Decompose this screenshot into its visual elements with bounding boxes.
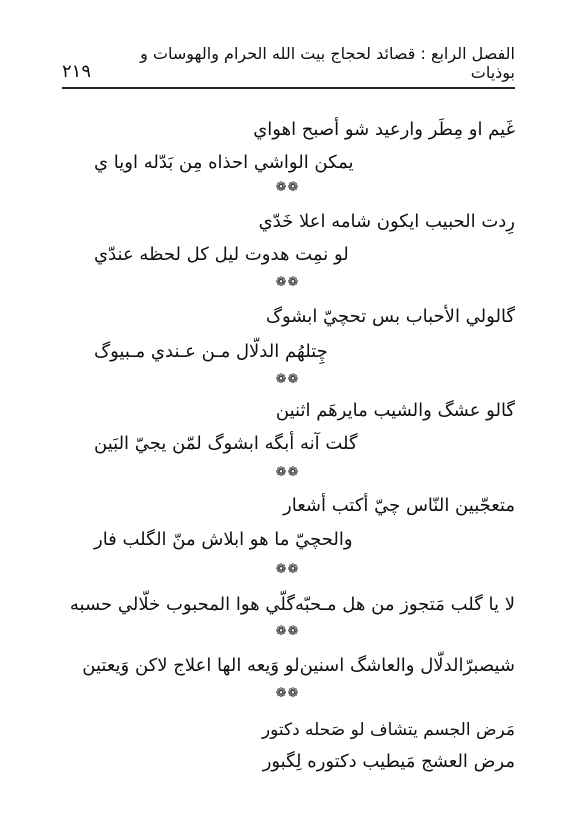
verse-separator: ❁❁ bbox=[275, 180, 300, 195]
verse-8-line-b: مرض العشج مَيطيب دكتوره لِگبور bbox=[262, 751, 515, 772]
verse-3-line-a: گالولي الأحباب بس تحچيّ ابشوگ bbox=[265, 306, 515, 327]
verse-7-hemistich-left: لو وَيعه الها اعلاج لاكن وَيعتين bbox=[82, 654, 300, 676]
verse-2-line-a: رِدت الحبيب ايكون شامه اعلا خَدّي bbox=[258, 211, 515, 232]
page-number: ٢١٩ bbox=[62, 61, 92, 82]
verse-7-hemistich-right: شيصبرّالدلّال والعاشگ اسنين bbox=[299, 654, 515, 676]
verse-separator: ❁❁ bbox=[275, 624, 300, 639]
verse-6 bbox=[69, 592, 515, 616]
verse-5-line-a: متعجّبين النّاس چيّ أكتب أشعار bbox=[283, 495, 515, 516]
verse-6-hemistich-left: گلّي هوا المحبوب خلّالي حسبه bbox=[69, 593, 295, 615]
header-rule bbox=[62, 87, 515, 89]
verse-separator: ❁❁ bbox=[275, 275, 300, 290]
verse-4-line-b: گلت آنه أبگه ابشوگ لمّن يجيّ البَين bbox=[94, 433, 358, 454]
verse-1-line-b: يمكن الواشي احذاه مِن بَدّله اويا ي bbox=[94, 152, 354, 173]
verse-separator: ❁❁ bbox=[275, 372, 300, 387]
running-header bbox=[62, 44, 515, 82]
verse-separator: ❁❁ bbox=[275, 686, 300, 701]
verse-3-line-b: چِتلهُم الدلّال مـن عـندي مـبيوگ bbox=[94, 341, 328, 362]
verse-4-line-a: گالو عشگ والشيب مايرهَم اثنين bbox=[275, 400, 515, 421]
verse-8-line-a: مَرض الجسم يتشاف لو صَحله دكتور bbox=[261, 720, 515, 740]
chapter-title: الفصل الرابع : قصائد لحجاج بيت الله الحرام والهوسات و بوذيات bbox=[140, 44, 515, 82]
verse-1-line-a: غَيم او مِطَر وارعيد شو أصبح اهواي bbox=[253, 119, 515, 140]
verse-2-line-b: لو نمِت هدوت ليل كل لحظه عندّي bbox=[94, 244, 349, 265]
verse-7 bbox=[82, 653, 515, 677]
verse-separator: ❁❁ bbox=[275, 562, 300, 577]
verse-5-line-b: والحچيّ ما هو ابلاش منّ الگلب فار bbox=[94, 529, 353, 550]
verse-separator: ❁❁ bbox=[275, 465, 300, 480]
verse-6-hemistich-right: لا يا گلب مَتجوز من هل مـحبّه bbox=[294, 593, 515, 615]
